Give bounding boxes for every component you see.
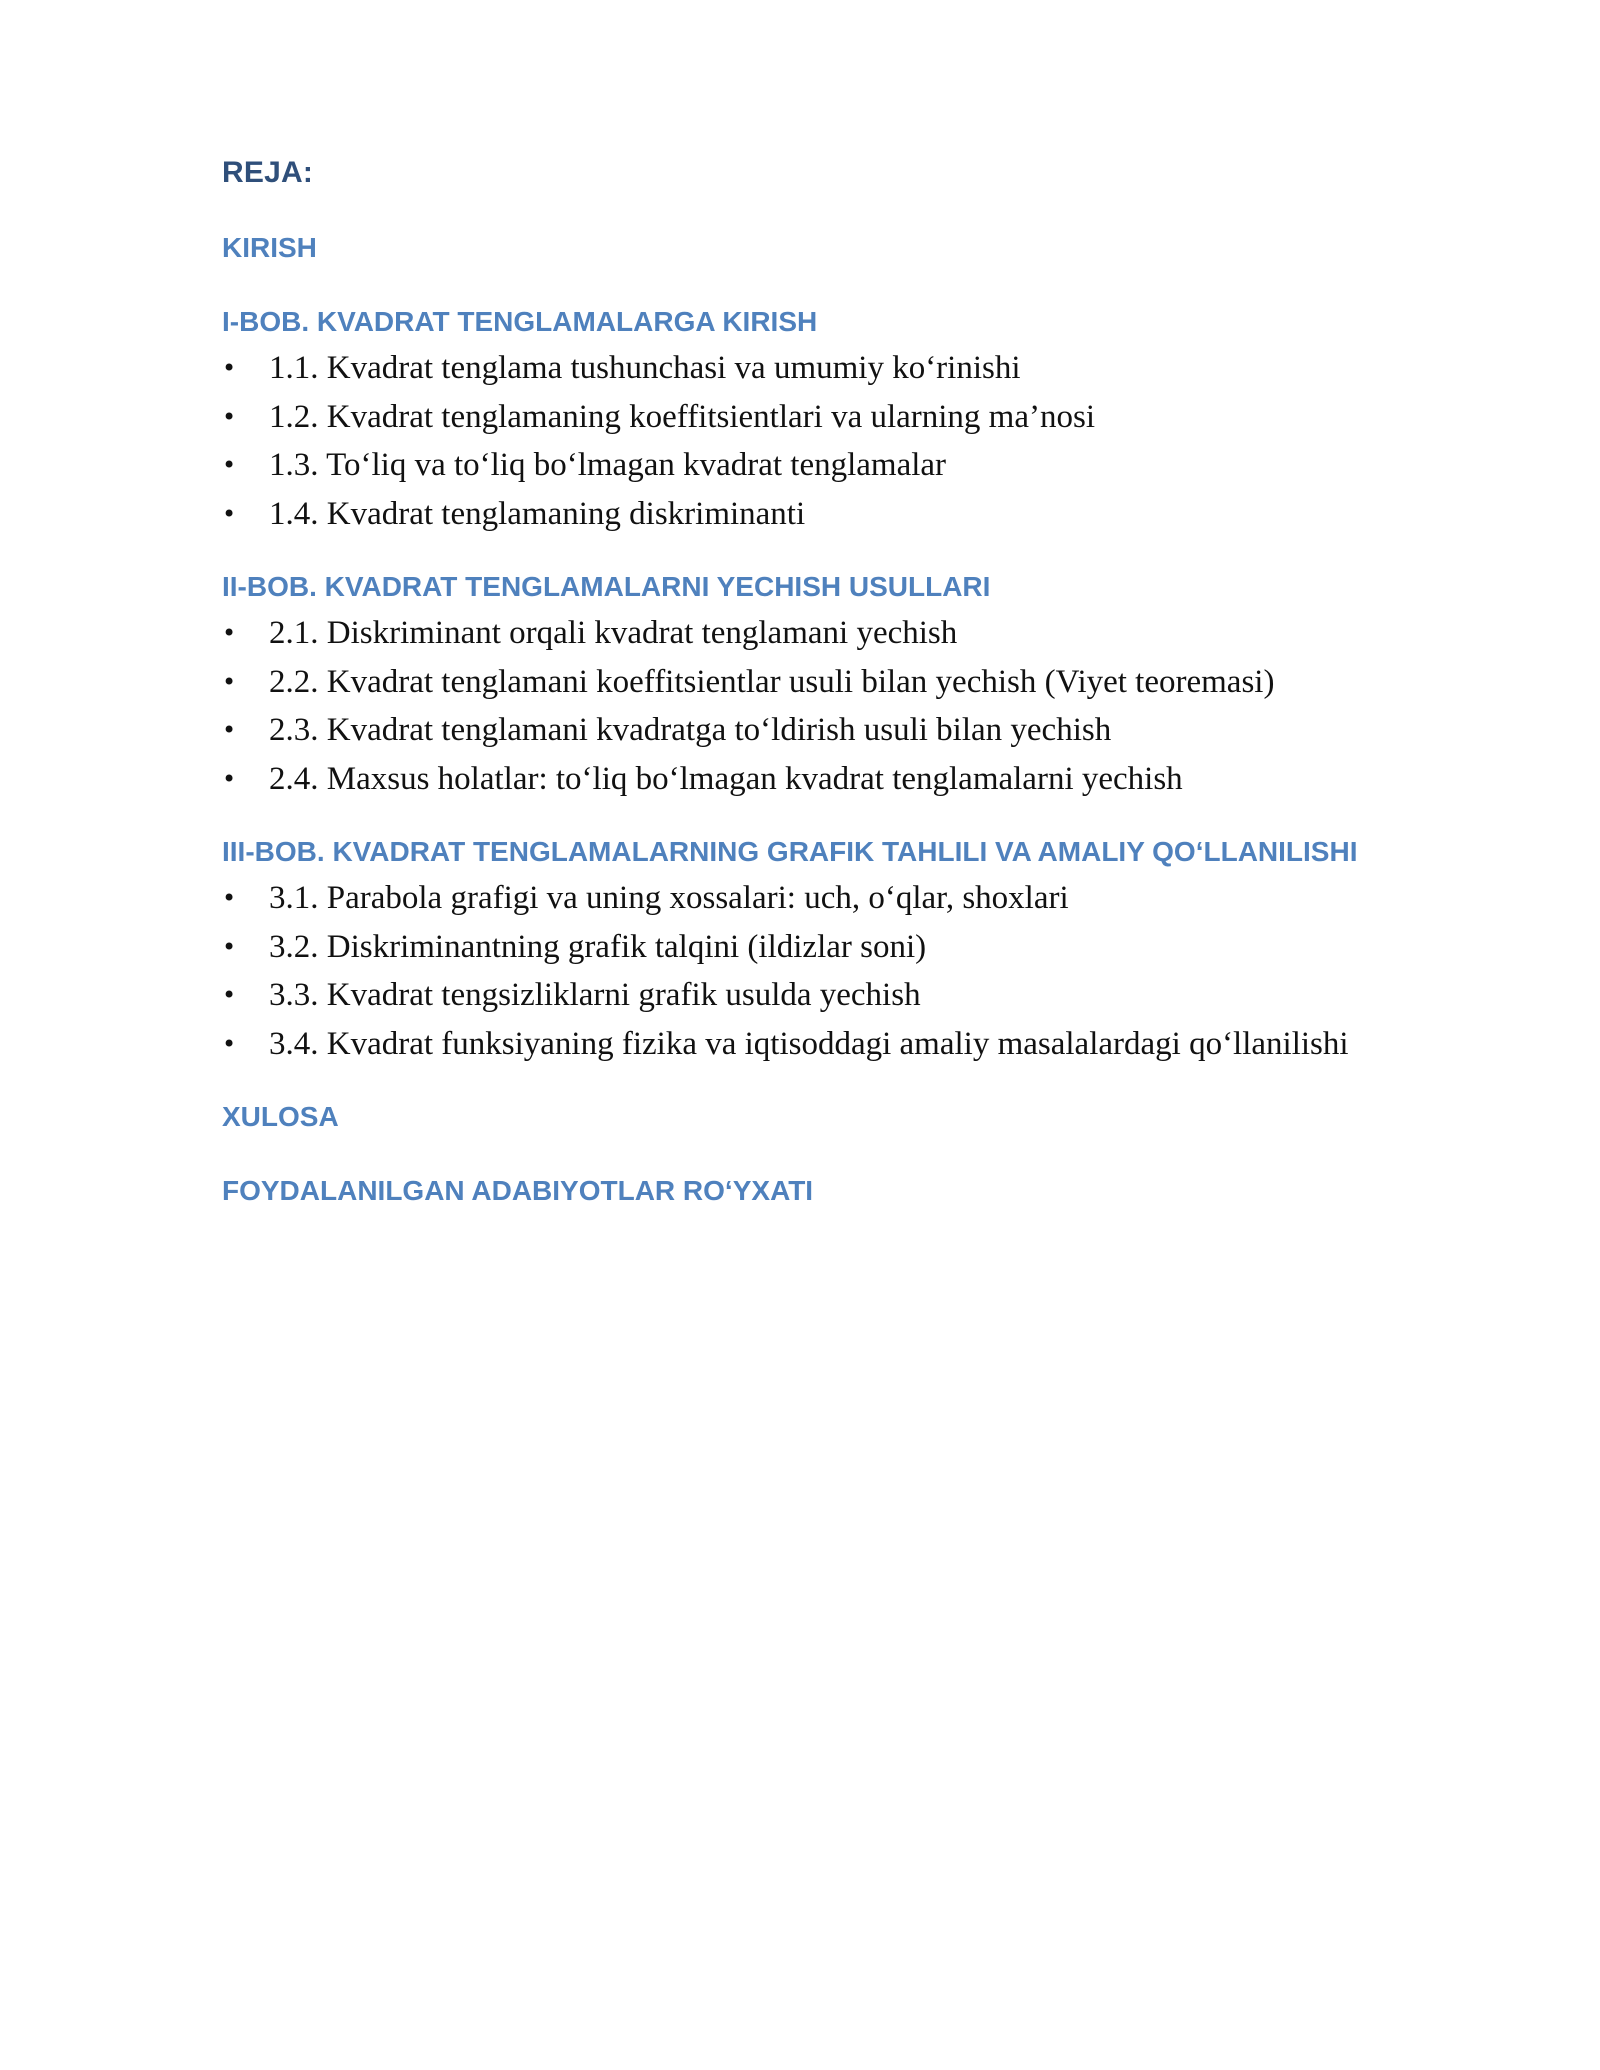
list-item bbox=[222, 923, 1522, 972]
list-item-text: 1.2. Kvadrat tenglamaning koeffitsientlari va ularning ma’nosi bbox=[269, 398, 1095, 435]
chapter-3-heading: III-BOB. KVADRAT TENGLAMALARNING GRAFIK TAHLILI VA AMALIY QO‘LLANILISHI bbox=[222, 836, 1358, 867]
list-item bbox=[222, 441, 1522, 490]
list-item bbox=[222, 609, 1522, 658]
list-item bbox=[222, 971, 1522, 1020]
bullet-icon: • bbox=[222, 354, 237, 382]
bullet-icon: • bbox=[222, 932, 237, 961]
list-item-text: 2.1. Diskriminant orqali kvadrat tenglamani yechish bbox=[269, 615, 958, 651]
heading-kirish: KIRISH bbox=[222, 232, 317, 263]
list-item bbox=[222, 874, 1522, 923]
bullet-icon: • bbox=[222, 981, 237, 1009]
table-of-contents bbox=[222, 148, 1522, 1213]
chapter-1-heading: I-BOB. KVADRAT TENGLAMALARGA KIRISH bbox=[222, 306, 818, 337]
bullet-icon: • bbox=[222, 1029, 237, 1058]
bullet-icon: • bbox=[222, 619, 237, 647]
heading-xulosa: XULOSA bbox=[222, 1101, 339, 1132]
chapter-1-list bbox=[222, 344, 1522, 538]
list-item-text: 2.2. Kvadrat tenglamani koeffitsientlar usuli bilan yechish (Viyet teoremasi) bbox=[269, 663, 1275, 700]
list-item bbox=[222, 490, 1522, 539]
list-item-text: 3.4. Kvadrat funksiyaning fizika va iqtisoddagi amaliy masalalardagi qo‘llanilishi bbox=[269, 1025, 1349, 1062]
list-item bbox=[222, 706, 1522, 755]
bullet-icon: • bbox=[222, 499, 237, 528]
heading-references: FOYDALANILGAN ADABIYOTLAR RO‘YXATI bbox=[222, 1175, 814, 1206]
bullet-icon: • bbox=[222, 884, 237, 912]
bullet-icon: • bbox=[222, 667, 237, 696]
bullet-icon: • bbox=[222, 716, 237, 744]
list-item bbox=[222, 344, 1522, 393]
list-item bbox=[222, 1020, 1522, 1069]
list-item-text: 3.2. Diskriminantning grafik talqini (ildizlar soni) bbox=[269, 928, 927, 965]
chapter-2-list bbox=[222, 609, 1522, 803]
bullet-icon: • bbox=[222, 402, 237, 431]
list-item bbox=[222, 755, 1522, 804]
chapter-2-heading: II-BOB. KVADRAT TENGLAMALARNI YECHISH USULLARI bbox=[222, 571, 991, 602]
list-item-text: 2.3. Kvadrat tenglamani kvadratga to‘ldirish usuli bilan yechish bbox=[269, 712, 1112, 748]
bullet-icon: • bbox=[222, 451, 237, 479]
list-item-text: 1.4. Kvadrat tenglamaning diskriminanti bbox=[269, 495, 806, 532]
list-item bbox=[222, 658, 1522, 707]
list-item-text: 1.3. To‘liq va to‘liq bo‘lmagan kvadrat tenglamalar bbox=[269, 447, 947, 483]
list-item-text: 2.4. Maxsus holatlar: to‘liq bo‘lmagan kvadrat tenglamalarni yechish bbox=[269, 760, 1183, 797]
list-item-text: 3.1. Parabola grafigi va uning xossalari: uch, o‘qlar, shoxlari bbox=[269, 880, 1069, 916]
list-item-text: 3.3. Kvadrat tengsizliklarni grafik usulda yechish bbox=[269, 977, 921, 1013]
page-title: REJA: bbox=[222, 156, 314, 189]
list-item bbox=[222, 393, 1522, 442]
list-item-text: 1.1. Kvadrat tenglama tushunchasi va umumiy ko‘rinishi bbox=[269, 350, 1021, 386]
bullet-icon: • bbox=[222, 764, 237, 793]
chapter-3-list bbox=[222, 874, 1522, 1068]
